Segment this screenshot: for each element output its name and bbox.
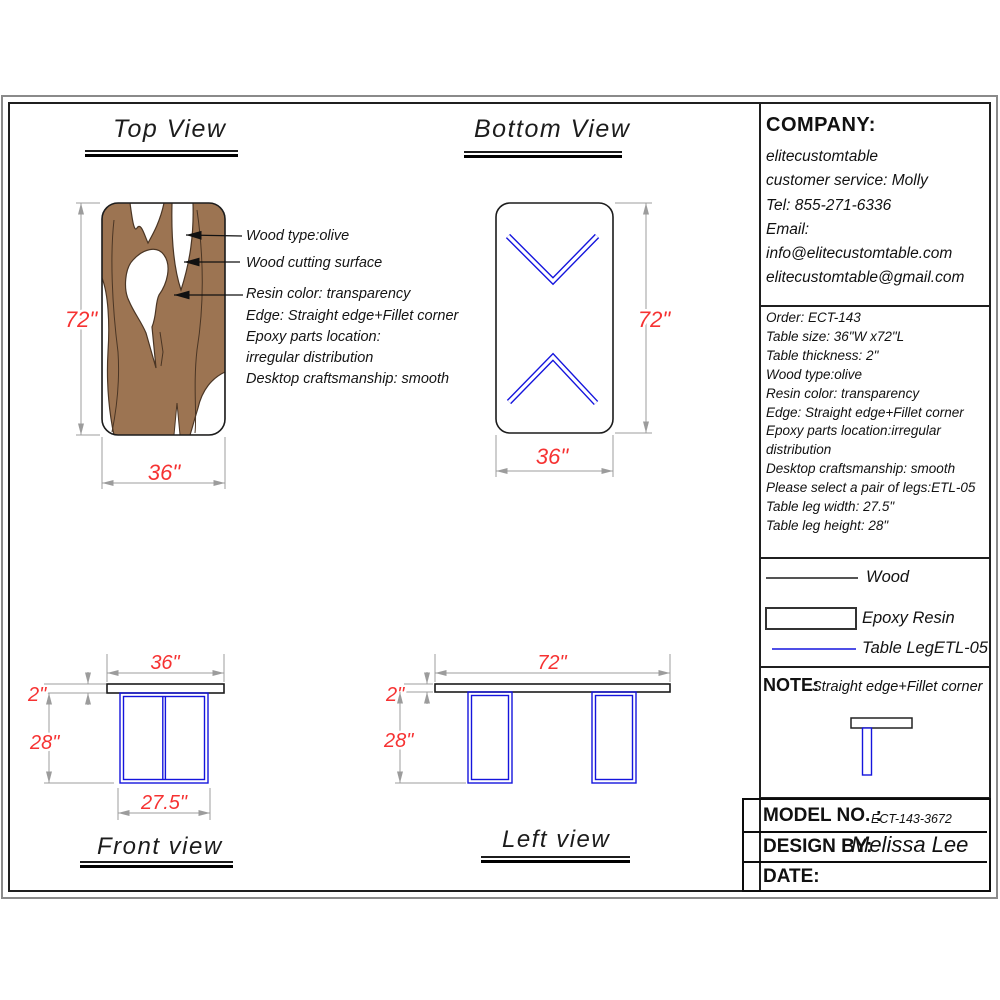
- bottom-view-drawing: [496, 203, 671, 477]
- title-underline: [464, 151, 622, 153]
- annotation-edge: Edge: Straight edge+Fillet corner: [246, 308, 459, 324]
- company-tel: Tel: 855-271-6336: [766, 196, 892, 214]
- order-line: Resin color: transparency: [766, 385, 920, 401]
- order-line: Please select a pair of legs:ETL-05: [766, 480, 976, 496]
- table-leg-panel: [468, 692, 512, 783]
- dim-label-36: 36": [150, 652, 180, 674]
- dim-label-28: 28": [384, 730, 414, 752]
- title-underline: [80, 865, 233, 868]
- order-line: Desktop craftsmanship: smooth: [766, 461, 956, 477]
- top-view-title: Top View: [113, 115, 227, 143]
- company-email-2: elitecustomtable@gmail.com: [766, 269, 965, 287]
- order-line: Table size: 36"W x72"L: [766, 328, 905, 344]
- dim-label-36: 36": [535, 444, 569, 469]
- order-line: Wood type:olive: [766, 366, 863, 382]
- front-view-drawing: [27, 652, 224, 820]
- tabletop-edge: [107, 684, 224, 693]
- order-line: distribution: [766, 442, 832, 458]
- note-label: NOTE:: [763, 675, 819, 695]
- dim-label-27.5: 27.5": [140, 792, 188, 814]
- note-tabletop: [851, 718, 912, 728]
- company-email-label: Email:: [766, 220, 810, 238]
- design-by-value: Melissa Lee: [851, 832, 969, 857]
- order-line: Table leg height: 28": [766, 517, 889, 533]
- top-view-drawing: [65, 203, 243, 489]
- title-underline: [80, 861, 233, 863]
- company-email-1: info@elitecustomtable.com: [766, 245, 953, 263]
- model-no-value: ECT-143-3672: [871, 812, 952, 826]
- dim-label-2: 2": [386, 684, 405, 706]
- bottom-view-title: Bottom View: [474, 115, 631, 143]
- tabletop-edge: [435, 684, 670, 692]
- note-diagram: [851, 718, 912, 775]
- annotation-cut-surface: Wood cutting surface: [246, 255, 383, 271]
- note-text: Straight edge+Fillet corner: [812, 679, 983, 695]
- company-info: [766, 145, 964, 291]
- annotation-irregular: irregular distribution: [246, 350, 374, 366]
- front-view-title: Front view: [97, 833, 223, 860]
- legend-symbols: [766, 578, 858, 649]
- extension-lines: [44, 684, 106, 693]
- order-line: Table leg width: 27.5": [766, 499, 895, 515]
- legend-wood-label: Wood: [866, 568, 910, 586]
- dim-label-2: 2": [28, 684, 47, 706]
- annotation-craftsmanship: Desktop craftsmanship: smooth: [246, 371, 450, 387]
- left-view-title: Left view: [502, 826, 611, 853]
- model-no-label: MODEL NO. :: [763, 805, 882, 826]
- left-view-drawing: [383, 652, 670, 783]
- title-underline: [85, 154, 238, 157]
- legend-epoxy-swatch: [766, 608, 856, 629]
- title-underline: [85, 150, 238, 152]
- company-name: elitecustomtable: [766, 148, 879, 165]
- title-block-divider: [744, 861, 987, 863]
- design-by-label: DESIGN BY:: [763, 836, 873, 857]
- order-line: Edge: Straight edge+Fillet corner: [766, 404, 964, 420]
- title-underline: [481, 856, 630, 858]
- table-leg-panel: [120, 693, 208, 783]
- order-line: Epoxy parts location:irregular: [766, 423, 941, 439]
- legend-leg-label: Table LegETL-05: [862, 639, 988, 657]
- company-heading: COMPANY:: [766, 114, 876, 136]
- dim-label-72: 72": [64, 307, 98, 332]
- order-specs: [766, 309, 975, 536]
- annotation-epoxy-location: Epoxy parts location:: [246, 329, 381, 345]
- order-line: Order: ECT-143: [766, 310, 861, 325]
- dim-label-36: 36": [147, 460, 181, 485]
- annotation-resin-color: Resin color: transparency: [246, 286, 411, 302]
- dim-label-28: 28": [30, 732, 60, 754]
- table-leg-panel: [592, 692, 636, 783]
- title-underline: [481, 860, 630, 863]
- note-leg: [863, 728, 872, 775]
- dim-label-72: 72": [537, 652, 567, 674]
- annotation-wood-type: Wood type:olive: [246, 228, 350, 244]
- title-underline: [464, 155, 622, 158]
- dim-label-72: 72": [637, 307, 671, 332]
- company-service: customer service: Molly: [766, 172, 928, 190]
- order-line: Table thickness: 2": [766, 347, 879, 363]
- legend-epoxy-label: Epoxy Resin: [862, 609, 955, 627]
- date-label: DATE:: [763, 866, 820, 887]
